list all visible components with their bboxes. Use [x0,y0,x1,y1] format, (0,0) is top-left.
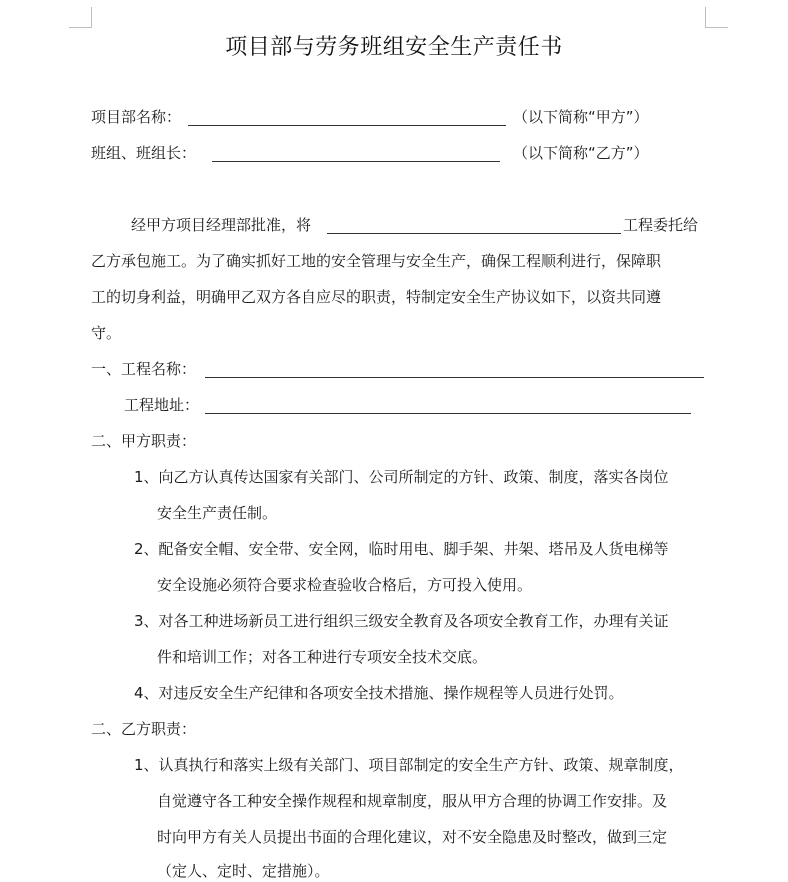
project-name-blank[interactable] [188,125,506,126]
list-item-continuation: 自觉遵守各工种安全操作规程和规章制度，服从甲方合理的协调工作安排。及 [157,792,668,810]
section-1-address-blank[interactable] [205,413,691,414]
intro-project-blank[interactable] [327,233,621,234]
margin-corner-marker [69,7,92,28]
list-item: 4、对违反安全生产纪律和各项安全技术措施、操作规程等人员进行处罚。 [134,684,624,702]
intro-line-2: 乙方承包施工。为了确实抓好工地的安全管理与安全生产，确保工程顺利进行，保障职 [91,252,662,270]
document-title: 项目部与劳务班组安全生产责任书 [225,35,563,60]
team-leader-note: （以下简称“乙方”） [513,144,649,162]
section-3-heading: 二、乙方职责： [91,720,197,738]
team-leader-blank[interactable] [212,161,500,162]
section-1-address-label: 工程地址： [124,396,200,414]
intro-line-4: 守。 [91,324,122,342]
list-item-continuation: （定人、定时、定措施）。 [157,862,330,880]
list-item-continuation: 时向甲方有关人员提出书面的合理化建议，对不安全隐患及时整改，做到三定 [157,828,668,846]
section-2-heading: 二、甲方职责： [91,432,197,450]
list-item-continuation: 安全生产责任制。 [157,504,278,522]
intro-line-1-end: 工程委托给 [623,216,699,234]
team-leader-label: 班组、班组长： [91,144,197,162]
list-item: 1、认真执行和落实上级有关部门、项目部制定的安全生产方针、政策、规章制度， [134,756,684,774]
project-name-note: （以下简称“甲方”） [513,108,649,126]
section-1-project-name-label: 一、工程名称： [91,360,197,378]
intro-line-3: 工的切身利益，明确甲乙双方各自应尽的职责，特制定安全生产协议如下，以资共同遵 [91,288,662,306]
list-item: 2、配备安全帽、安全带、安全网，临时用电、脚手架、井架、塔吊及人货电梯等 [134,540,669,558]
list-item: 3、对各工种进场新员工进行组织三级安全教育及各项安全教育工作，办理有关证 [134,612,669,630]
list-item-continuation: 件和培训工作；对各工种进行专项安全技术交底。 [157,648,488,666]
intro-line-1-start: 经甲方项目经理部批准，将 [131,216,312,234]
list-item: 1、向乙方认真传达国家有关部门、公司所制定的方针、政策、制度，落实各岗位 [134,468,669,486]
project-name-label: 项目部名称： [91,108,182,126]
margin-corner-marker [705,7,728,28]
list-item-continuation: 安全设施必须符合要求检查验收合格后，方可投入使用。 [157,576,533,594]
section-1-project-name-blank[interactable] [205,377,704,378]
